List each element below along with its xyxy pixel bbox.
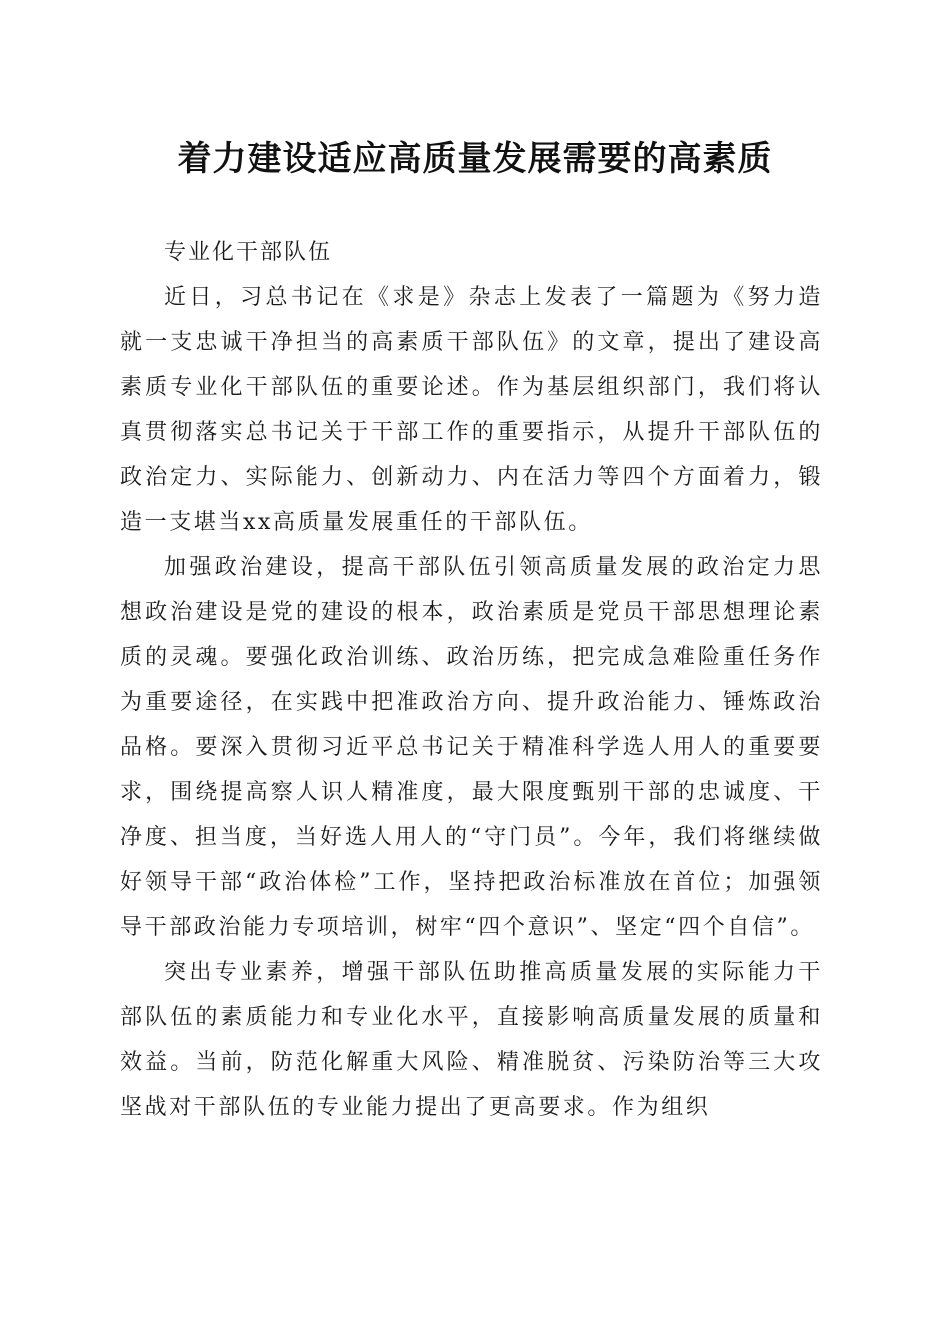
paragraph-intro: 近日，习总书记在《求是》杂志上发表了一篇题为《努力造就一支忠诚干净担当的高素质干部队伍》的文章，提出了建设高素质专业化干部队伍的重要论述。作为基层组织部门，我们将认真贯彻落实总书记关于干部工作的重要指示，从提升干部队伍的政治定力、实际能力、创新动力、内在活力等四个方面着力，锻造一支堪当xx高质量发展重任的干部队伍。 [120,285,823,535]
paragraph-political-building: 加强政治建设，提高干部队伍引领高质量发展的政治定力思想政治建设是党的建设的根本，政治素质是党员干部思想理论素质的灵魂。要强化政治训练、政治历练，把完成急难险重任务作为重要途径，在实践中把准政治方向、提升政治能力、锤炼政治品格。要深入贯彻习近平总书记关于精准科学选人用人的重要要求，围绕提高察人识人精准度，最大限度甄别干部的忠诚度、干净度、担当度，当好选人用人的“守门员”。今年，我们将继续做好领导干部“政治体检”工作，坚持把政治标准放在首位；加强领导干部政治能力专项培训，树牢“四个意识”、坚定“四个自信”。 [120,555,823,940]
paragraph-professional-quality: 突出专业素养，增强干部队伍助推高质量发展的实际能力干部队伍的素质能力和专业化水平，直接影响高质量发展的质量和效益。当前，防范化解重大风险、精准脱贫、污染防治等三大攻坚战对干部队伍的专业能力提出了更高要求。作为组织 [120,960,823,1120]
document-title: 着力建设适应高质量发展需要的高素质 [177,139,773,179]
document-body [120,230,823,1130]
title-continuation: 专业化干部队伍 [164,240,333,265]
